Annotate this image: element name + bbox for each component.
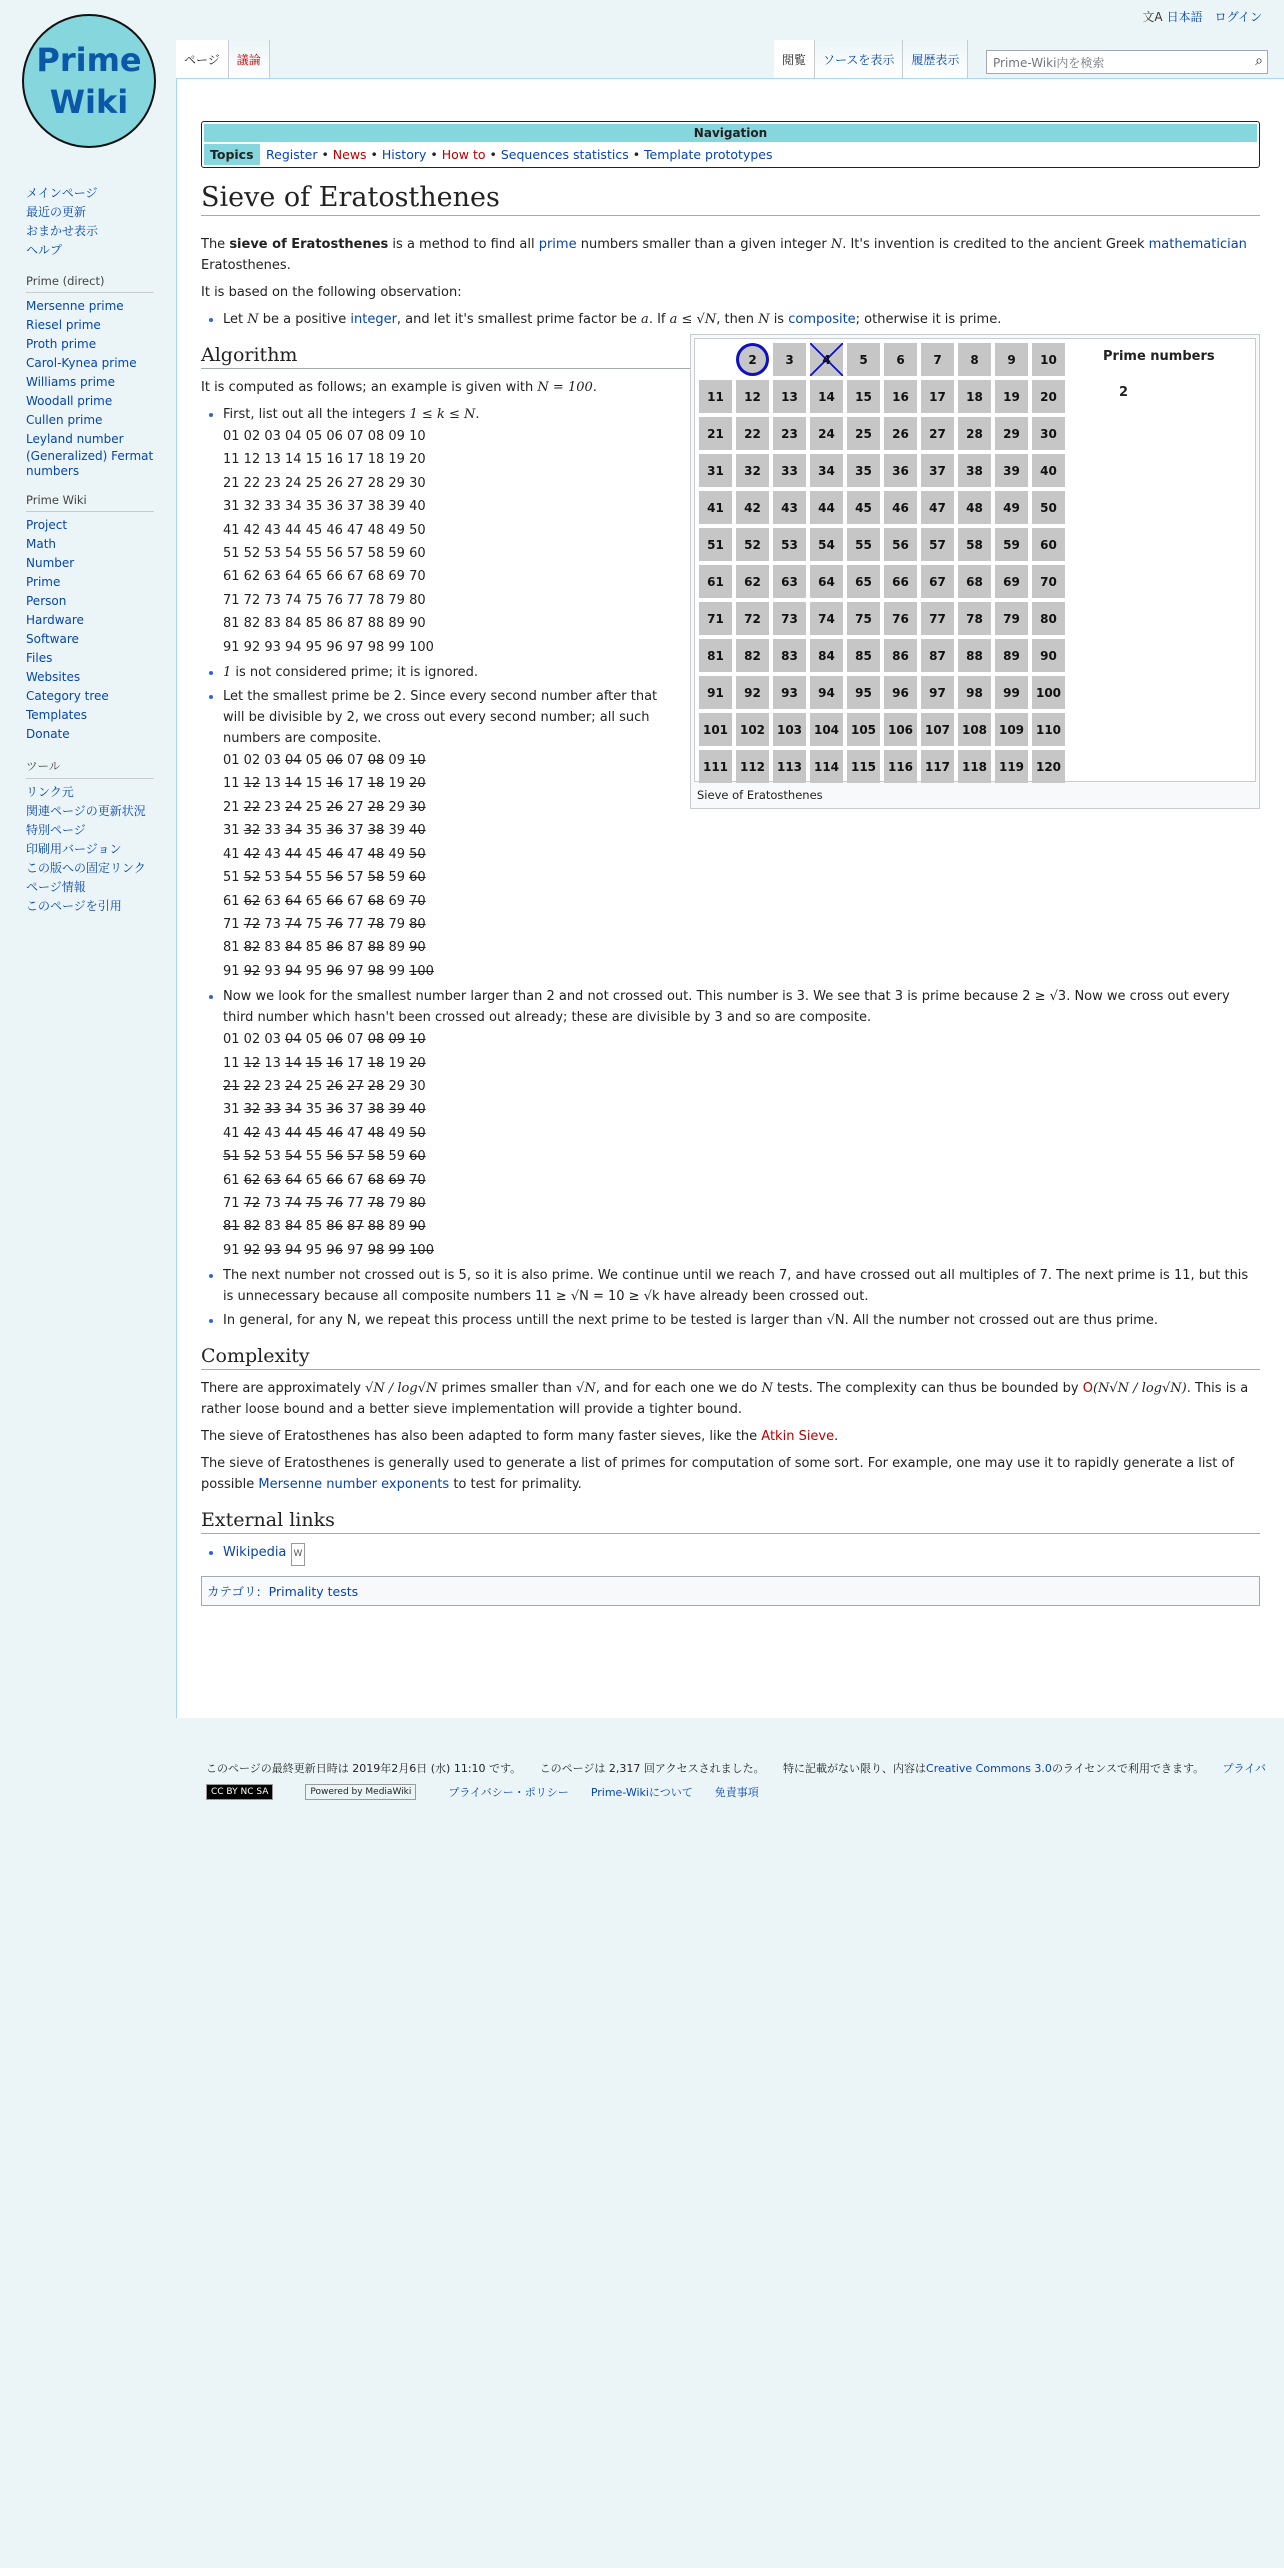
sieve-cell: 65: [847, 565, 880, 598]
list-item: • In general, for any N, we repeat this process untill the next prime to be tested is larger than √N. All the number not crossed out are thus prime.: [223, 1310, 1260, 1331]
sieve-cell: 119: [995, 750, 1028, 783]
sieve-cell: 91: [699, 676, 732, 709]
sidebar-item-random[interactable]: おまかせ表示: [26, 224, 99, 238]
tab-talk[interactable]: [229, 40, 270, 78]
sidebar-item-proth-prime[interactable]: Proth prime: [26, 337, 97, 351]
sidebar-prime-direct: [26, 274, 154, 479]
sieve-cell: 9: [995, 343, 1028, 376]
list-item: • 1 is not considered prime; it is ignored.: [223, 662, 1260, 683]
language-link[interactable]: 日本語: [1166, 10, 1203, 24]
tab-talk-label[interactable]: 議論: [236, 53, 261, 67]
sieve-cell: 52: [736, 528, 769, 561]
sieve-cell: 94: [810, 676, 843, 709]
sieve-cell: 11: [699, 380, 732, 413]
sieve-cell: 76: [884, 602, 917, 635]
sidebar-item-category-tree[interactable]: Category tree: [26, 689, 109, 703]
sieve-cell: 63: [773, 565, 806, 598]
navbox-link-history[interactable]: History: [381, 147, 427, 162]
sieve-cell: 110: [1032, 713, 1065, 746]
namespace-tabs: [176, 40, 270, 78]
sieve-cell: 24: [810, 417, 843, 450]
complexity-heading: Complexity: [201, 1345, 1260, 1370]
sieve-cell: 22: [736, 417, 769, 450]
sieve-cell: 56: [884, 528, 917, 561]
sieve-cell: 41: [699, 491, 732, 524]
sieve-cell: 51: [699, 528, 732, 561]
navbox-label: Topics: [204, 144, 260, 165]
sieve-cell: 92: [736, 676, 769, 709]
search-icon[interactable]: ⌕: [1255, 53, 1263, 69]
sidebar-item-websites[interactable]: Websites: [26, 670, 81, 684]
sieve-cell: 64: [810, 565, 843, 598]
sidebar-item-printable[interactable]: 印刷用バージョン: [26, 842, 122, 856]
sieve-cell: 58: [958, 528, 991, 561]
tab-page[interactable]: [176, 40, 229, 78]
sieve-cell: 113: [773, 750, 806, 783]
navbox-link-template-prototypes[interactable]: Template prototypes: [644, 147, 773, 162]
sieve-cell: 5: [847, 343, 880, 376]
sieve-cell: 118: [958, 750, 991, 783]
prime-numbers-title: Prime numbers: [1103, 349, 1215, 364]
atkin-sieve-link[interactable]: Atkin Sieve: [761, 1429, 835, 1445]
tab-view-source[interactable]: [815, 40, 903, 78]
navbox-link-how-to[interactable]: How to: [441, 147, 486, 162]
external-links-list: [201, 1542, 1260, 1566]
sieve-cell: 99: [995, 676, 1028, 709]
sieve-cell: 98: [958, 676, 991, 709]
sieve-cell: 66: [884, 565, 917, 598]
sieve-cell: 36: [884, 454, 917, 487]
footer-last-modified: このページの最終更新日時は 2019年2月6日 (水) 11:10 です。: [206, 1762, 522, 1775]
sidebar-item-carol-kynea-prime[interactable]: Carol-Kynea prime: [26, 356, 137, 370]
sieve-cell: 93: [773, 676, 806, 709]
sieve-cell: 27: [921, 417, 954, 450]
sieve-cell: 26: [884, 417, 917, 450]
view-tabs: [774, 40, 968, 78]
sidebar-item-page-info[interactable]: ページ情報: [26, 880, 86, 894]
sieve-cell: 87: [921, 639, 954, 672]
external-links-heading: External links: [201, 1509, 1260, 1534]
sieve-cell: 78: [958, 602, 991, 635]
sieve-cell: 37: [921, 454, 954, 487]
footer-links: [206, 1784, 1266, 1800]
sieve-cell: 21: [699, 417, 732, 450]
sieve-cell: 33: [773, 454, 806, 487]
sieve-cell: 61: [699, 565, 732, 598]
sieve-cell: 103: [773, 713, 806, 746]
sieve-cell: [699, 343, 732, 376]
sidebar-item-cite[interactable]: このページを引用: [26, 899, 122, 913]
sidebar-item-recent-changes[interactable]: 最近の更新: [26, 205, 87, 219]
mersenne-exponents-link[interactable]: Mersenne number exponents: [258, 1477, 450, 1493]
footer-info: [206, 1760, 1266, 1776]
tab-page-label: ページ: [184, 53, 220, 67]
sieve-image[interactable]: [694, 338, 1256, 782]
sidebar-item-help[interactable]: ヘルプ: [26, 243, 63, 257]
sieve-cell: 39: [995, 454, 1028, 487]
main-content: [176, 78, 1284, 1718]
sieve-cell: 45: [847, 491, 880, 524]
logo-text-line2: Wiki: [49, 83, 129, 121]
sidebar-tools: [26, 758, 154, 916]
list-item: [223, 1542, 1260, 1566]
category-primality-tests[interactable]: Primality tests: [268, 1584, 359, 1600]
sieve-cell: 114: [810, 750, 843, 783]
sieve-cell: 96: [884, 676, 917, 709]
page-title: Sieve of Eratosthenes: [201, 182, 1260, 216]
sidebar-item-woodall-prime[interactable]: Woodall prime: [26, 394, 113, 408]
sieve-cell: 83: [773, 639, 806, 672]
sieve-cell: 89: [995, 639, 1028, 672]
sieve-cell: 32: [736, 454, 769, 487]
sieve-cell: 86: [884, 639, 917, 672]
sieve-cell: 84: [810, 639, 843, 672]
sieve-cell: 7: [921, 343, 954, 376]
sieve-cell: 8: [958, 343, 991, 376]
sieve-cell: 15: [847, 380, 880, 413]
sieve-cell: 95: [847, 676, 880, 709]
sieve-cell: 12: [736, 380, 769, 413]
sieve-cell: 23: [773, 417, 806, 450]
language-selector[interactable]: [1142, 8, 1202, 25]
sidebar-item-related-changes[interactable]: 関連ページの更新状況: [26, 804, 146, 818]
personal-tools: [1142, 8, 1262, 25]
tab-history-label[interactable]: 履歴表示: [911, 53, 960, 67]
navbox-row: Topics Register • News • History • How to • Sequences statistics • Template prototypes: [204, 144, 1257, 165]
sieve-cell: 97: [921, 676, 954, 709]
sieve-cell: 31: [699, 454, 732, 487]
sieve-cell: 107: [921, 713, 954, 746]
intro-paragraph: The sieve of Eratosthenes is a method to find all prime numbers smaller than a given integer N. It's invention is credited to the ancient Greek mathematician Eratosthenes.: [201, 237, 1247, 273]
navigation-box: [201, 121, 1260, 168]
sieve-cell: 20: [1032, 380, 1065, 413]
footer: [206, 1760, 1266, 1800]
sieve-cell: 77: [921, 602, 954, 635]
sidebar-navigation: [26, 184, 154, 260]
sieve-cell: 108: [958, 713, 991, 746]
sidebar-item-main-page[interactable]: メインページ: [26, 186, 98, 200]
sieve-cell: 111: [699, 750, 732, 783]
sieve-cell: 90: [1032, 639, 1065, 672]
composite-link[interactable]: composite: [788, 312, 856, 327]
tab-read[interactable]: [774, 40, 815, 78]
complexity-paragraph-2: The sieve of Eratosthenes has also been adapted to form many faster sieves, like the Atkin Sieve.: [201, 1429, 839, 1445]
sieve-cell: 29: [995, 417, 1028, 450]
sieve-cell: 102: [736, 713, 769, 746]
sieve-cell: 105: [847, 713, 880, 746]
sidebar-item-leyland-number[interactable]: Leyland number: [26, 432, 124, 446]
sieve-cell: 71: [699, 602, 732, 635]
list-item: • Let N be a positive integer, and let it's smallest prime factor be a. If a ≤ √N, then N is composite; otherwise it is prime.: [223, 309, 1260, 330]
navbox-title: Navigation: [204, 124, 1257, 142]
license-link[interactable]: Creative Commons 3.0: [926, 1762, 1052, 1775]
sieve-cell: 13: [773, 380, 806, 413]
complexity-paragraph-1: There are approximately √N / log√N primes smaller than √N, and for each one we do N tests. The complexity can thus be bounded by O(N√N / log√N). This is a rather loose bound and a better sieve implementation will provide a tighter bound.: [201, 1381, 1249, 1418]
footer-views: このページは 2,317 回アクセスされました。: [539, 1762, 765, 1775]
mathematician-link[interactable]: mathematician: [1148, 237, 1247, 252]
footer-privacy-cut[interactable]: プライバ: [1222, 1762, 1266, 1775]
sieve-figure: [690, 334, 1260, 809]
sieve-cell: 34: [810, 454, 843, 487]
categories-label[interactable]: カテゴリ:: [207, 1584, 261, 1600]
sidebar-item-hardware[interactable]: Hardware: [26, 613, 84, 627]
footer-link-about[interactable]: Prime-Wikiについて: [590, 1786, 693, 1799]
mediawiki-badge[interactable]: Powered by MediaWiki: [305, 1784, 416, 1800]
sieve-cell: 19: [995, 380, 1028, 413]
sidebar-item-williams-prime[interactable]: Williams prime: [26, 375, 116, 389]
login-link[interactable]: ログイン: [1214, 10, 1262, 24]
list-item: • First, list out all the integers 1 ≤ k ≤ N. 01 02 03 04 05 06 07 08 09 10 11 12 13 14 15 16 17 18 19 20 21 22 23 24 25 26 27 28 29 30 31 32 33 34 35 36 37 38 39 40 41 42 43 44 45 46 47 48 49 50 51 52 53 54 55 56 57 58 59 60 61 62 63 64 65 66 67 68 69 70 71 72 73 74 75 76 77 78 79 80 81 82 83 84 85 86 87 88 89 90 91 92 93 94 95 96 97 98 99 100: [223, 404, 1260, 659]
sieve-cell: 46: [884, 491, 917, 524]
sieve-cell: 104: [810, 713, 843, 746]
sidebar-item-templates[interactable]: Templates: [26, 708, 88, 722]
sieve-grid: [699, 343, 1065, 783]
footer-link-privacy[interactable]: プライバシー・ポリシー: [448, 1786, 569, 1799]
sidebar-item-what-links-here[interactable]: リンク元: [26, 785, 74, 799]
sieve-cell: 25: [847, 417, 880, 450]
sieve-cell: 10: [1032, 343, 1065, 376]
sieve-cell: 17: [921, 380, 954, 413]
sieve-cell: 68: [958, 565, 991, 598]
sieve-cell: 75: [847, 602, 880, 635]
sieve-cell: 47: [921, 491, 954, 524]
sieve-cell: 35: [847, 454, 880, 487]
list-item: • Now we look for the smallest number larger than 2 and not crossed out. This number is 3. We see that 3 is prime because 2 ≥ √3. Now we cross out every third number which hasn't been crossed out already; these are divisible by 3 and so are composite. 01 02 03 04 05 06 07 08 09 10 11 12 13 14 15 16 17 18 19 20 21 22 23 24 25 26 27 28 29 30 31 32 33 34 35 36 37 38 39 40 41 42 43 44 45 46 47 48 49 50 51 52 53 54 55 56 57 58 59 60 61 62 63 64 65 66 67 68 69 70 71 72 73 74 75 76 77 78 79 80 81 82 83 84 85 86 87 88 89 90 91 92 93 94 95 96 97 98 99 100: [223, 986, 1260, 1262]
sieve-cell: 38: [958, 454, 991, 487]
sieve-cell: 16: [884, 380, 917, 413]
big-o-link[interactable]: O: [1082, 1381, 1093, 1397]
wikipedia-icon: W: [291, 1543, 306, 1566]
sieve-cell: 85: [847, 639, 880, 672]
sieve-cell: 79: [995, 602, 1028, 635]
sieve-cell: 74: [810, 602, 843, 635]
sieve-cell: 109: [995, 713, 1028, 746]
sieve-cell: 69: [995, 565, 1028, 598]
sidebar-item-donate[interactable]: Donate: [26, 727, 70, 741]
algorithm-intro: It is computed as follows; an example is given with N = 100.: [201, 380, 597, 395]
number-table: 01 02 03 04 05 06 07 08 09 10 11 12 13 14 15 16 17 18 19 20 21 22 23 24 25 26 27 28 29 30 31 32 33 34 35 36 37 38 39 40 41 42 43 44 45 46 47 48 49 50 51 52 53 54 55 56 57 58 59 60 61 62 63 64 65 66 67 68 69 70 71 72 73 74 75 76 77 78 79 80 81 82 83 84 85 86 87 88 89 90 91 92 93 94 95 96 97 98 99 100: [223, 1032, 434, 1258]
wikipedia-link[interactable]: Wikipedia: [223, 1545, 287, 1561]
sieve-cell: 70: [1032, 565, 1065, 598]
sieve-cell: 40: [1032, 454, 1065, 487]
sieve-cell: 60: [1032, 528, 1065, 561]
footer-license: 特に記載がない限り、内容はCreative Commons 3.0のライセンスで利用できます。: [783, 1762, 1205, 1775]
prime-numbers-value: 2: [1119, 385, 1129, 400]
sieve-cell: 120: [1032, 750, 1065, 783]
site-logo[interactable]: [22, 14, 156, 148]
sieve-cell: 18: [958, 380, 991, 413]
number-table: 01 02 03 04 05 06 07 08 09 10 11 12 13 14 15 16 17 18 19 20 21 22 23 24 25 26 27 28 29 30 31 32 33 34 35 36 37 38 39 40 41 42 43 44 45 46 47 48 49 50 51 52 53 54 55 56 57 58 59 60 61 62 63 64 65 66 67 68 69 70 71 72 73 74 75 76 77 78 79 80 81 82 83 84 85 86 87 88 89 90 91 92 93 94 95 96 97 98 99 100: [223, 753, 434, 979]
sieve-cell: 67: [921, 565, 954, 598]
sieve-cell: 30: [1032, 417, 1065, 450]
sidebar-item-riesel-prime[interactable]: Riesel prime: [26, 318, 101, 332]
sidebar-item-number[interactable]: Number: [26, 556, 75, 570]
observation-list: [201, 309, 1260, 330]
sieve-cell: 115: [847, 750, 880, 783]
sieve-cell: 48: [958, 491, 991, 524]
sieve-cell: 116: [884, 750, 917, 783]
sieve-cell: 14: [810, 380, 843, 413]
sieve-cell: 112: [736, 750, 769, 783]
footer-link-disclaimer[interactable]: 免責事項: [714, 1786, 759, 1799]
sieve-cell: 50: [1032, 491, 1065, 524]
search-placeholder: Prime-Wiki内を検索: [993, 56, 1105, 70]
sidebar-prime-wiki: [26, 493, 154, 744]
list-item: • Let the smallest prime be 2. Since every second number after that will be divisible by 2, we cross out every second number; all such numbers are composite. 01 02 03 04 05 06 07 08 09 10 11 12 13 14 15 16 17 18 19 20 21 22 23 24 25 26 27 28 29 30 31 32 33 34 35 36 37 38 39 40 41 42 43 44 45 46 47 48 49 50 51 52 53 54 55 56 57 58 59 60 61 62 63 64 65 66 67 68 69 70 71 72 73 74 75 76 77 78 79 80 81 82 83 84 85 86 87 88 89 90 91 92 93 94 95 96 97 98 99 100: [223, 686, 1260, 983]
translate-icon: 文A: [1142, 10, 1163, 24]
sieve-cell: 88: [958, 639, 991, 672]
sidebar-heading: Prime Wiki: [26, 493, 154, 512]
logo-text-line1: Prime: [36, 41, 142, 79]
sidebar-item-person[interactable]: Person: [26, 594, 67, 608]
sidebar: [26, 184, 154, 930]
sieve-cell: 59: [995, 528, 1028, 561]
sieve-cell: 53: [773, 528, 806, 561]
sieve-cell: 101: [699, 713, 732, 746]
sieve-cell: 44: [810, 491, 843, 524]
sieve-cell: 62: [736, 565, 769, 598]
sidebar-item-mersenne-prime[interactable]: Mersenne prime: [26, 299, 124, 313]
sidebar-item-prime[interactable]: Prime: [26, 575, 61, 589]
sieve-cell: 72: [736, 602, 769, 635]
sidebar-item-special-pages[interactable]: 特別ページ: [26, 823, 86, 837]
number-table: 01 02 03 04 05 06 07 08 09 10 11 12 13 14 15 16 17 18 19 20 21 22 23 24 25 26 27 28 29 30 31 32 33 34 35 36 37 38 39 40 41 42 43 44 45 46 47 48 49 50 51 52 53 54 55 56 57 58 59 60 61 62 63 64 65 66 67 68 69 70 71 72 73 74 75 76 77 78 79 80 81 82 83 84 85 86 87 88 89 90 91 92 93 94 95 96 97 98 99 100: [223, 429, 434, 655]
integer-link[interactable]: integer: [350, 312, 397, 327]
sidebar-item-permalink[interactable]: この版への固定リンク: [26, 861, 146, 875]
sieve-cell: 106: [884, 713, 917, 746]
sidebar-item-cullen-prime[interactable]: Cullen prime: [26, 413, 103, 427]
sidebar-heading: Prime (direct): [26, 274, 154, 293]
cc-license-badge[interactable]: CC BY NC SA: [206, 1784, 273, 1800]
category-links: [201, 1576, 1260, 1606]
tab-history[interactable]: [903, 40, 968, 78]
sidebar-item-software[interactable]: Software: [26, 632, 79, 646]
sidebar-heading: ツール: [26, 758, 154, 779]
sidebar-item-project[interactable]: Project: [26, 518, 68, 532]
sieve-cell: 100: [1032, 676, 1065, 709]
sieve-cell: 49: [995, 491, 1028, 524]
sieve-cell: 3: [773, 343, 806, 376]
sieve-cell: 54: [810, 528, 843, 561]
sieve-cell: 43: [773, 491, 806, 524]
sieve-cell: 57: [921, 528, 954, 561]
algorithm-heading: Algorithm: [201, 344, 1260, 369]
prime-link[interactable]: prime: [538, 237, 577, 252]
sieve-cell: 82: [736, 639, 769, 672]
search-input[interactable]: [986, 50, 1268, 74]
navbox-link-register[interactable]: Register: [266, 147, 318, 162]
observation-text: It is based on the following observation:: [201, 285, 462, 300]
navbox-link-news[interactable]: News: [332, 147, 367, 162]
sieve-cell: 28: [958, 417, 991, 450]
navbox-link-sequences-statistics[interactable]: Sequences statistics: [500, 147, 629, 162]
sieve-cell: 6: [884, 343, 917, 376]
sieve-cell: 73: [773, 602, 806, 635]
sieve-cell: 81: [699, 639, 732, 672]
sieve-cell: 2: [736, 343, 769, 376]
sidebar-item-fermat-numbers[interactable]: (Generalized) Fermat numbers: [26, 449, 154, 478]
complexity-paragraph-3: The sieve of Eratosthenes is generally used to generate a list of primes for computation of some sort. For example, one may use it to rapidly generate a list of possible Mersenne number exponents to test for primality.: [201, 1456, 1235, 1493]
sieve-cell: 117: [921, 750, 954, 783]
list-item: • The next number not crossed out is 5, so it is also prime. We continue until we reach 7, and have crossed out all multiples of 7. The next prime is 11, but this is unnecessary because all composite numbers 11 ≥ √N = 10 ≥ √k have already been crossed out.: [223, 1265, 1260, 1307]
sidebar-item-math[interactable]: Math: [26, 537, 57, 551]
sieve-cell: 42: [736, 491, 769, 524]
sieve-cell: 4: [810, 343, 843, 376]
tab-view-source-label[interactable]: ソースを表示: [823, 53, 895, 67]
figure-caption: Sieve of Eratosthenes: [697, 788, 823, 802]
sieve-cell: 55: [847, 528, 880, 561]
sieve-cell: 80: [1032, 602, 1065, 635]
sidebar-item-files[interactable]: Files: [26, 651, 53, 665]
tab-read-label: 閲覧: [782, 53, 807, 67]
